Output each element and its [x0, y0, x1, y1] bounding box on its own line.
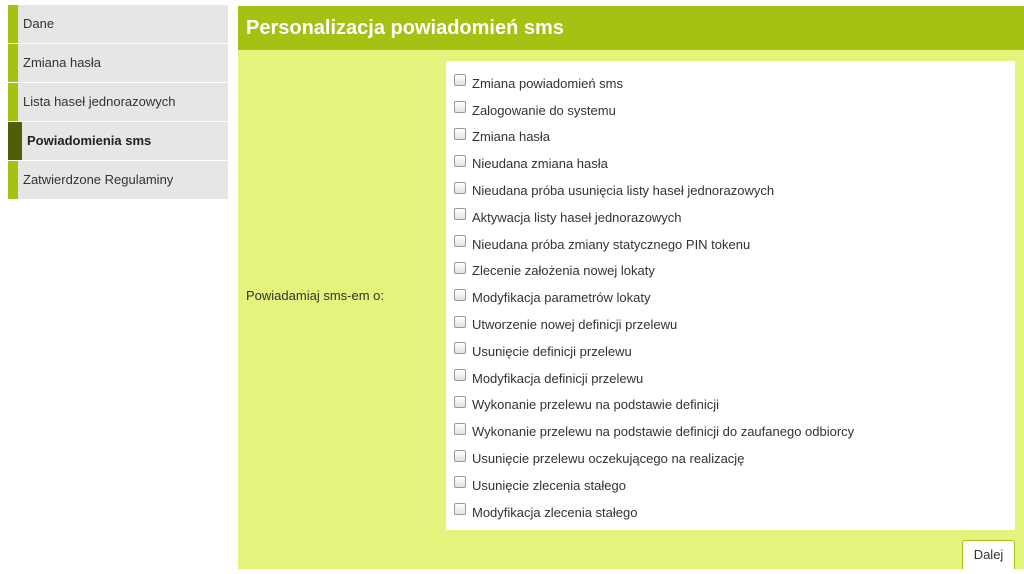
notify-field-label: Powiadamiaj sms-em o: — [246, 288, 384, 303]
page-title: Personalizacja powiadomień sms — [238, 6, 1024, 50]
option-row[interactable] — [446, 445, 1015, 472]
sidebar-item-label: Dane — [23, 16, 55, 31]
sidebar-item-label: Zatwierdzone Regulaminy — [23, 172, 174, 187]
sidebar-item-lista-hasel[interactable] — [8, 83, 228, 121]
option-row[interactable] — [446, 204, 1015, 231]
option-row[interactable] — [446, 124, 1015, 151]
option-label: Zalogowanie do systemu — [472, 102, 616, 118]
option-row[interactable] — [446, 177, 1015, 204]
notification-options-list — [446, 61, 1015, 530]
option-label: Aktywacja listy haseł jednorazowych — [472, 209, 682, 225]
option-label: Usunięcie definicji przelewu — [472, 343, 632, 359]
checkbox[interactable] — [454, 450, 466, 462]
checkbox[interactable] — [454, 316, 466, 328]
checkbox[interactable] — [454, 74, 466, 86]
sidebar-item-dane[interactable] — [8, 5, 228, 43]
option-label: Wykonanie przelewu na podstawie definicji do zaufanego odbiorcy — [472, 424, 855, 440]
option-row[interactable] — [446, 70, 1015, 97]
option-row[interactable] — [446, 392, 1015, 419]
option-row[interactable] — [446, 150, 1015, 177]
option-label: Modyfikacja parametrów lokaty — [472, 290, 651, 306]
option-row[interactable] — [446, 311, 1015, 338]
option-row[interactable] — [446, 231, 1015, 258]
sidebar-item-label: Powiadomienia sms — [27, 133, 152, 148]
option-label: Modyfikacja zlecenia stałego — [472, 504, 638, 520]
checkbox[interactable] — [454, 342, 466, 354]
sidebar-nav — [8, 5, 228, 200]
option-row[interactable] — [446, 499, 1015, 526]
option-label: Zlecenie założenia nowej lokaty — [472, 263, 655, 279]
checkbox[interactable] — [454, 128, 466, 140]
option-label: Utworzenie nowej definicji przelewu — [472, 317, 678, 333]
checkbox[interactable] — [454, 289, 466, 301]
sidebar-item-label: Zmiana hasła — [23, 55, 102, 70]
option-label: Usunięcie przelewu oczekującego na realizację — [472, 451, 745, 467]
checkbox[interactable] — [454, 101, 466, 113]
option-label: Nieudana zmiana hasła — [472, 156, 608, 172]
option-row[interactable] — [446, 418, 1015, 445]
checkbox[interactable] — [454, 208, 466, 220]
checkbox[interactable] — [454, 235, 466, 247]
checkbox[interactable] — [454, 155, 466, 167]
next-button[interactable]: Dalej — [962, 540, 1015, 569]
option-label: Zmiana hasła — [472, 129, 551, 145]
sidebar-item-regulaminy[interactable] — [8, 161, 228, 199]
option-label: Usunięcie zlecenia stałego — [472, 477, 626, 493]
option-label: Modyfikacja definicji przelewu — [472, 370, 644, 386]
option-row[interactable] — [446, 472, 1015, 499]
option-row[interactable] — [446, 284, 1015, 311]
sidebar-item-label: Lista haseł jednorazowych — [23, 94, 176, 109]
sidebar-item-powiadomienia-sms[interactable] — [8, 122, 228, 160]
option-label: Nieudana próba usunięcia listy haseł jednorazowych — [472, 183, 775, 199]
checkbox[interactable] — [454, 423, 466, 435]
option-row[interactable] — [446, 258, 1015, 285]
option-label: Zmiana powiadomień sms — [472, 75, 624, 91]
checkbox[interactable] — [454, 262, 466, 274]
checkbox[interactable] — [454, 396, 466, 408]
sidebar-item-zmiana-hasla[interactable] — [8, 44, 228, 82]
sms-settings-panel — [238, 6, 1024, 569]
option-row[interactable] — [446, 338, 1015, 365]
checkbox[interactable] — [454, 476, 466, 488]
checkbox[interactable] — [454, 503, 466, 515]
option-row[interactable] — [446, 97, 1015, 124]
checkbox[interactable] — [454, 182, 466, 194]
checkbox[interactable] — [454, 369, 466, 381]
option-label: Wykonanie przelewu na podstawie definicji — [472, 397, 720, 413]
option-label: Nieudana próba zmiany statycznego PIN tokenu — [472, 236, 751, 252]
option-row[interactable] — [446, 365, 1015, 392]
